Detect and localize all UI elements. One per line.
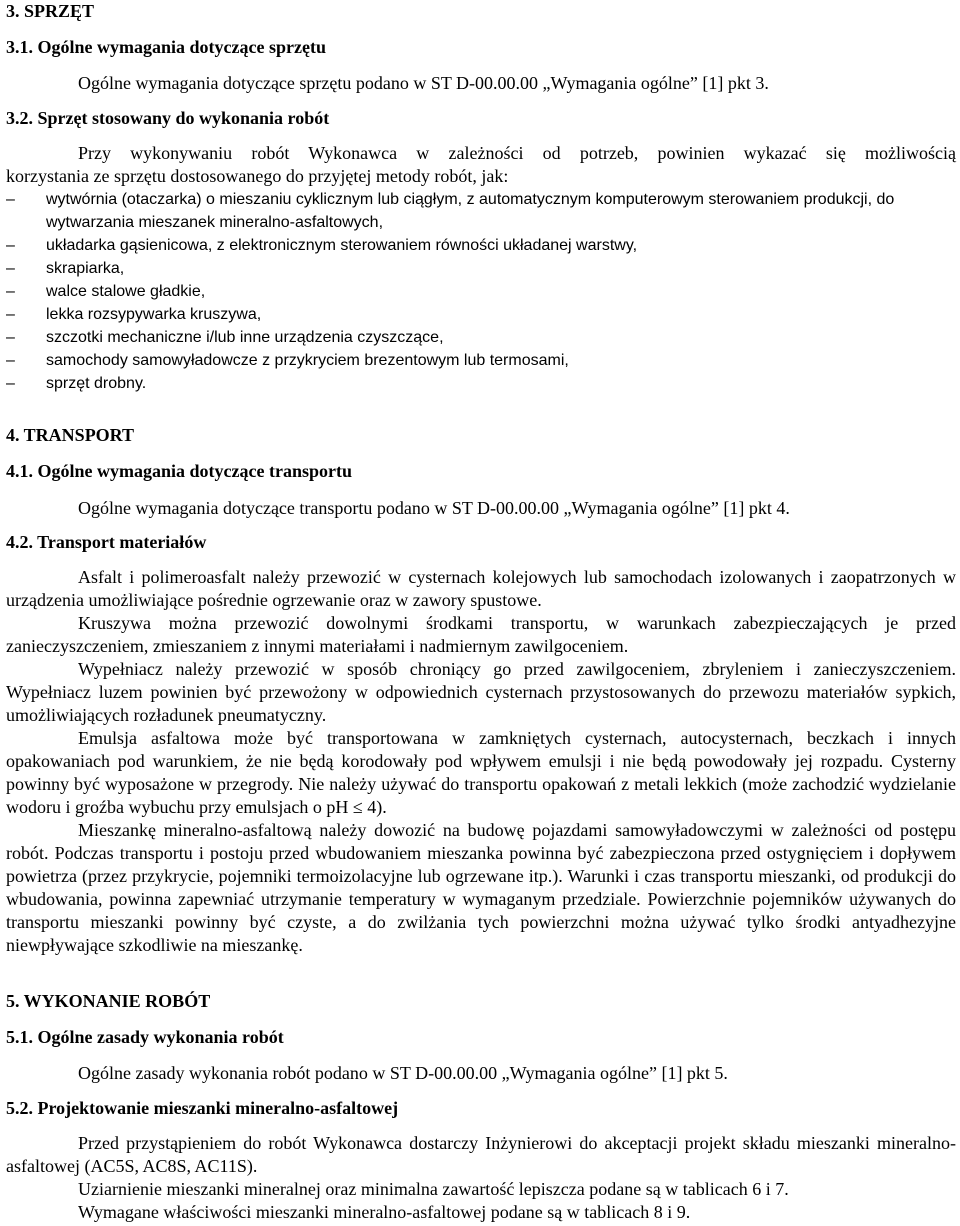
section-5-2-heading: 5.2. Projektowanie mieszanki mineralno-asfaltowej bbox=[6, 1098, 399, 1118]
list-item: – walce stalowe gładkie, bbox=[6, 280, 956, 303]
section-4-2-body bbox=[6, 566, 956, 957]
paragraph: Wymagane właściwości mieszanki mineralno-asfaltowej podane są w tablicach 8 i 9. bbox=[78, 1202, 691, 1222]
section-3-heading: 3. SPRZĘT bbox=[6, 1, 95, 21]
section-3-2-body bbox=[6, 142, 956, 395]
paragraph: Asfalt i polimeroasfalt należy przewozić w cysternach kolejowych lub samochodach izolowanych i zaopatrzonych w urządzenia umożliwiające pośrednie ogrzewanie oraz w zawory spustowe. bbox=[6, 567, 956, 610]
section-4-1-heading: 4.1. Ogólne wymagania dotyczące transportu bbox=[6, 461, 352, 481]
section-5-heading: 5. WYKONANIE ROBÓT bbox=[6, 991, 211, 1011]
section-4-1-text: Ogólne wymagania dotyczące transportu podano w ST D-00.00.00 „Wymagania ogólne” [1] pkt 4. bbox=[78, 498, 790, 518]
list-item: – lekka rozsypywarka kruszywa, bbox=[6, 303, 956, 326]
paragraph: Mieszankę mineralno-asfaltową należy dowozić na budowę pojazdami samowyładowczymi w zależności od postępu robót. Podczas transportu i postoju przed wbudowaniem mieszanka powinna być zabezpieczona przed ostygnięciem i dopływem powietrza (przez przykrycie, pojemniki termoizolacyjne lub ogrzewane itp.). Warunki i czas transportu mieszanki, od produkcji do wbudowania, powinna zapewniać utrzymanie temperatury w wymaganym przedziale. Powierzchnie pojemników używanych do transportu mieszanki powinny być czyste, a do zwilżania tych powierzchni można używać tylko środki antyadhezyjne niewpływające szkodliwie na mieszankę. bbox=[6, 820, 956, 955]
section-3-1-heading: 3.1. Ogólne wymagania dotyczące sprzętu bbox=[6, 37, 326, 57]
list-item: – wytwórnia (otaczarka) o mieszaniu cyklicznym lub ciągłym, z automatycznym komputerowym sterowaniem produkcji, do wytwarzania mieszanek mineralno-asfaltowych, bbox=[6, 188, 956, 234]
list-item: – układarka gąsienicowa, z elektronicznym sterowaniem równości układanej warstwy, bbox=[6, 234, 956, 257]
section-5-1-text: Ogólne zasady wykonania robót podano w ST D-00.00.00 „Wymagania ogólne” [1] pkt 5. bbox=[78, 1063, 728, 1083]
paragraph: Emulsja asfaltowa może być transportowana w zamkniętych cysternach, autocysternach, beczkach i innych opakowaniach pod warunkiem, że nie będą korodowały pod wpływem emulsji i nie będą powodowały jej rozpadu. Cysterny powinny być wyposażone w przegrody. Nie należy używać do transportu opakowań z metali lekkich (może zachodzić wydzielanie wodoru i groźba wybuchu przy emulsjach o pH ≤ 4). bbox=[6, 728, 956, 817]
section-4-heading: 4. TRANSPORT bbox=[6, 425, 135, 445]
equipment-list bbox=[6, 188, 956, 395]
section-3-2-intro-line-2: korzystania ze sprzętu dostosowanego do przyjętej metody robót, jak: bbox=[6, 166, 509, 186]
section-4-2-heading: 4.2. Transport materiałów bbox=[6, 532, 207, 552]
section-3-2-heading: 3.2. Sprzęt stosowany do wykonania robót bbox=[6, 108, 330, 128]
section-5-1-heading: 5.1. Ogólne zasady wykonania robót bbox=[6, 1027, 284, 1047]
list-item: – sprzęt drobny. bbox=[6, 372, 956, 395]
list-item: – skrapiarka, bbox=[6, 257, 956, 280]
paragraph: Przed przystąpieniem do robót Wykonawca dostarczy Inżynierowi do akceptacji projekt składu mieszanki mineralno-asfaltowej (AC5S, AC8S, AC11S). bbox=[6, 1133, 956, 1176]
section-3-1-text: Ogólne wymagania dotyczące sprzętu podano w ST D-00.00.00 „Wymagania ogólne” [1] pkt 3. bbox=[78, 73, 769, 93]
section-5-2-body bbox=[6, 1132, 956, 1224]
paragraph: Kruszywa można przewozić dowolnymi środkami transportu, w warunkach zabezpieczających je przed zanieczyszczeniem, zmieszaniem z innymi materiałami i nadmiernym zawilgoceniem. bbox=[6, 613, 956, 656]
section-3-2-intro-line-1: Przy wykonywaniu robót Wykonawca w zależności od potrzeb, powinien wykazać się możliwością bbox=[78, 143, 956, 163]
paragraph: Wypełniacz należy przewozić w sposób chroniący go przed zawilgoceniem, zbryleniem i zanieczyszczeniem. Wypełniacz luzem powinien być przewożony w odpowiednich cysternach przystosowanych do przewozu materiałów sypkich, umożliwiających rozładunek pneumatyczny. bbox=[6, 659, 956, 725]
list-item: – szczotki mechaniczne i/lub inne urządzenia czyszczące, bbox=[6, 326, 956, 349]
list-item: – samochody samowyładowcze z przykryciem brezentowym lub termosami, bbox=[6, 349, 956, 372]
paragraph: Uziarnienie mieszanki mineralnej oraz minimalna zawartość lepiszcza podane są w tablicach 6 i 7. bbox=[78, 1179, 789, 1199]
